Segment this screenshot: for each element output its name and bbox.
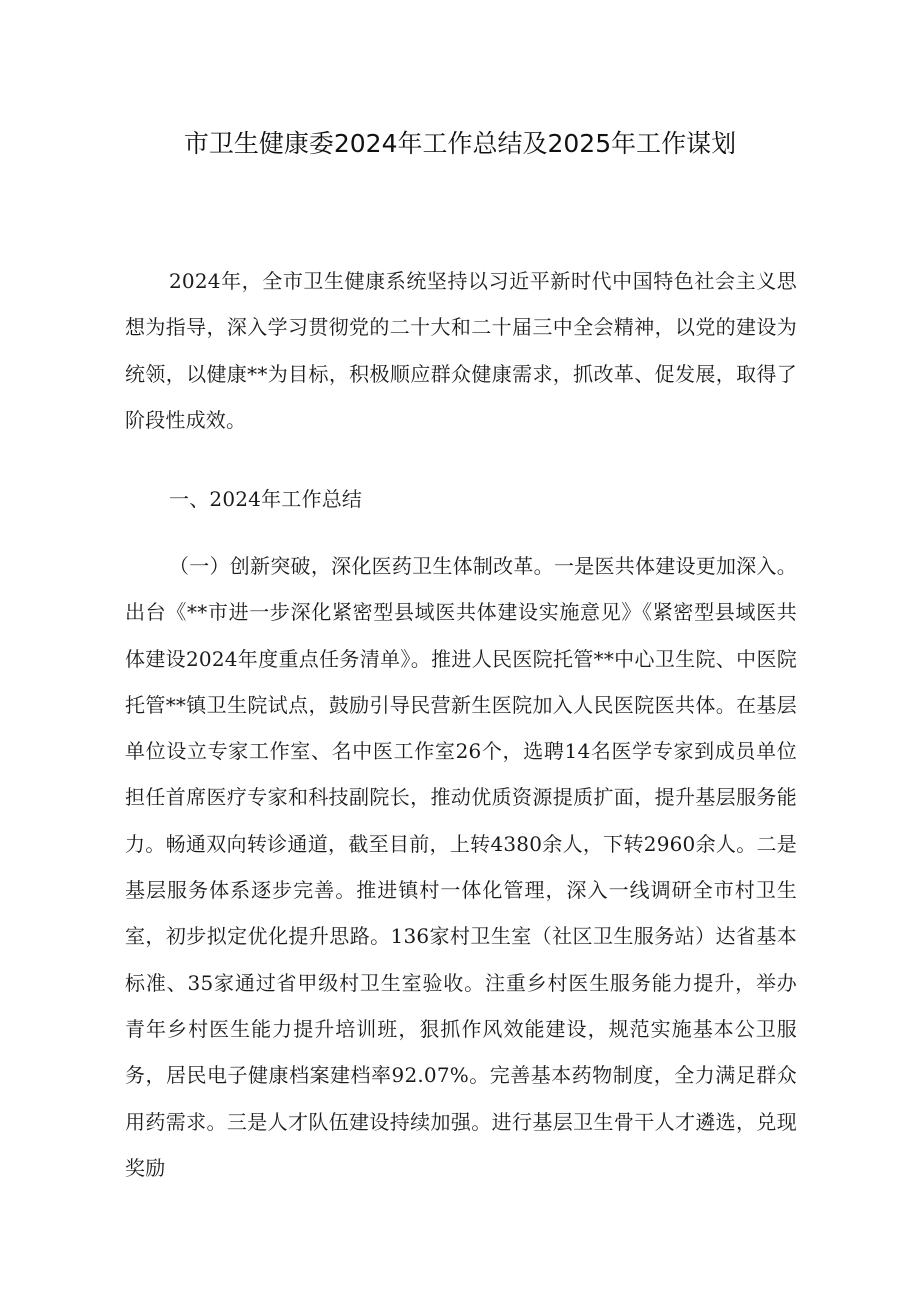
- section-heading: 一、2024年工作总结: [169, 487, 363, 511]
- section-1-paragraph: （一）创新突破，深化医药卫生体制改革。一是医共体建设更加深入。出台《**市进一步深化紧密型县域医共体建设实施意见》《紧密型县域医共体建设2024年度重点任务清单》。推进人民医院托管**中心卫生院、中医院托管**镇卫生院试点，鼓励引导民营新生医院加入人民医院医共体。在基层单位设立专家工作室、名中医工作室26个，选聘14名医学专家到成员单位担任首席医疗专家和科技副院长，推动优质资源提质扩面，提升基层服务能力。畅通双向转诊通道，截至目前，上转4380余人，下转2960余人。二是基层服务体系逐步完善。推进镇村一体化管理，深入一线调研全市村卫生室，初步拟定优化提升思路。136家村卫生室（社区卫生服务站）达省基本标准、35家通过省甲级村卫生室验收。注重乡村医生服务能力提升，举办青年乡村医生能力提升培训班，狠抓作风效能建设，规范实施基本公卫服务，居民电子健康档案建档率92.07%。完善基本药物制度，全力满足群众用药需求。三是人才队伍建设持续加强。进行基层卫生骨干人才遴选，兑现奖励: [125, 554, 797, 1180]
- intro-paragraph: 2024年，全市卫生健康系统坚持以习近平新时代中国特色社会主义思想为指导，深入学习贯彻党的二十大和二十届三中全会精神，以党的建设为统领，以健康**为目标，积极顺应群众健康需求，抓改革、促发展，取得了阶段性成效。: [125, 269, 797, 432]
- document-title: 市卫生健康委2024年工作总结及2025年工作谋划: [183, 129, 737, 158]
